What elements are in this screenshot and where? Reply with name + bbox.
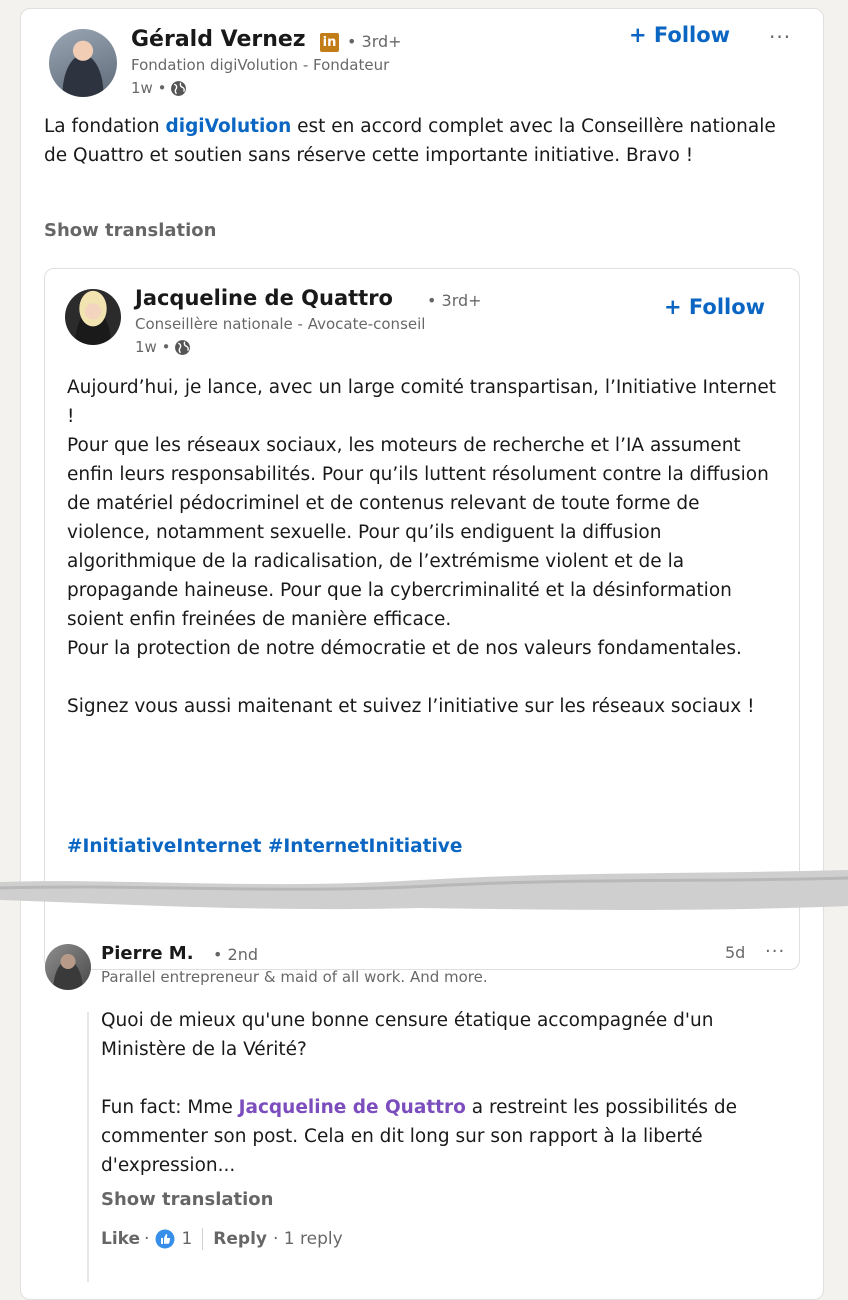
follow-button[interactable]: + Follow [629, 23, 731, 47]
reshared-author-name[interactable]: Jacqueline de Quattro [135, 286, 393, 310]
reshared-text [67, 373, 779, 721]
linkedin-badge-icon: in [320, 33, 339, 52]
commenter-avatar[interactable] [45, 944, 91, 990]
hashtag-links[interactable]: #InitiativeInternet #InternetInitiative [67, 836, 463, 857]
connection-degree: • 3rd+ [347, 32, 402, 51]
post-text-body: est en accord complet avec la Conseillère nationale de Quattro et soutien sans réserve cette importante initiative. Bravo ! [44, 116, 776, 166]
reshared-author-headline: Conseillère nationale - Avocate-conseil [135, 315, 426, 333]
commenter-degree: • 2nd [213, 945, 258, 964]
more-icon[interactable]: ··· [769, 25, 792, 49]
company-link[interactable]: digiVolution [165, 116, 292, 137]
show-translation-link[interactable]: Show translation [44, 220, 217, 241]
mention-link[interactable]: Jacqueline de Quattro [238, 1097, 466, 1118]
globe-icon [170, 80, 187, 97]
reshared-paragraph: Pour que les réseaux sociaux, les moteurs de recherche et l’IA assument enfin leurs responsabilités. Pour qu’ils luttent résolument contre la diffusion de matériel pédocriminel et de contenus relevant de toute forme de violence, notamment sexuelle. Pour qu’ils endiguent la diffusion algorithmique de la radicalisation, de l’extrémisme violent et de la propagande haineuse. Pour que la cybercriminalité et la désinformation soient enfin freinées de manière efficace. [67, 435, 769, 630]
reshared-paragraph: Pour la protection de notre démocratie et de nos valeurs fondamentales. [67, 638, 742, 659]
action-divider [202, 1228, 203, 1250]
post-timestamp [131, 79, 187, 97]
comment-show-translation-link[interactable]: Show translation [101, 1189, 274, 1210]
like-reaction-icon[interactable] [155, 1229, 175, 1249]
globe-icon [174, 339, 191, 356]
reply-count[interactable]: · 1 reply [272, 1229, 343, 1249]
reply-button[interactable]: Reply [213, 1229, 267, 1249]
comment-more-icon[interactable]: ··· [765, 941, 786, 962]
comment-timestamp: 5d [725, 943, 746, 962]
reshared-timestamp [135, 338, 191, 356]
author-avatar[interactable] [49, 29, 117, 97]
comment-thread-line [87, 1012, 89, 1282]
reshared-paragraph: Aujourd’hui, je lance, avec un large comité transpartisan, l’Initiative Internet ! [67, 377, 776, 427]
feed-post-card [20, 8, 824, 1300]
comment-text [101, 1006, 801, 1180]
reshared-connection-degree: • 3rd+ [427, 291, 482, 310]
commenter-name[interactable]: Pierre M. [101, 943, 194, 964]
comment-actions: Like · 1 Reply · 1 reply [101, 1229, 343, 1249]
commenter-headline: Parallel entrepreneur & maid of all work. And more. [101, 968, 488, 986]
reshared-paragraph: Signez vous aussi maitenant et suivez l’initiative sur les réseaux sociaux ! [67, 696, 755, 717]
torn-edge-divider [0, 860, 848, 940]
reshared-time: 1w • [135, 338, 171, 356]
reshared-author-avatar[interactable] [65, 289, 121, 345]
like-button[interactable]: Like [101, 1229, 141, 1249]
comment-text-body: a restreint les possibilités de commenter son post. Cela en dit long sur son rapport à la liberté d'expression... [101, 1097, 737, 1176]
comment-line: Quoi de mieux qu'une bonne censure étatique accompagnée d'un Ministère de la Vérité? [101, 1010, 714, 1060]
post-text-intro: La fondation [44, 116, 166, 137]
author-name[interactable]: Gérald Vernez [131, 27, 306, 52]
like-count: 1 [181, 1229, 193, 1249]
post-text [44, 112, 794, 170]
reshared-follow-button[interactable]: + Follow [664, 295, 766, 319]
post-time: 1w • [131, 79, 167, 97]
author-headline: Fondation digiVolution - Fondateur [131, 56, 390, 74]
comment-text-intro: Fun fact: Mme [101, 1097, 239, 1118]
